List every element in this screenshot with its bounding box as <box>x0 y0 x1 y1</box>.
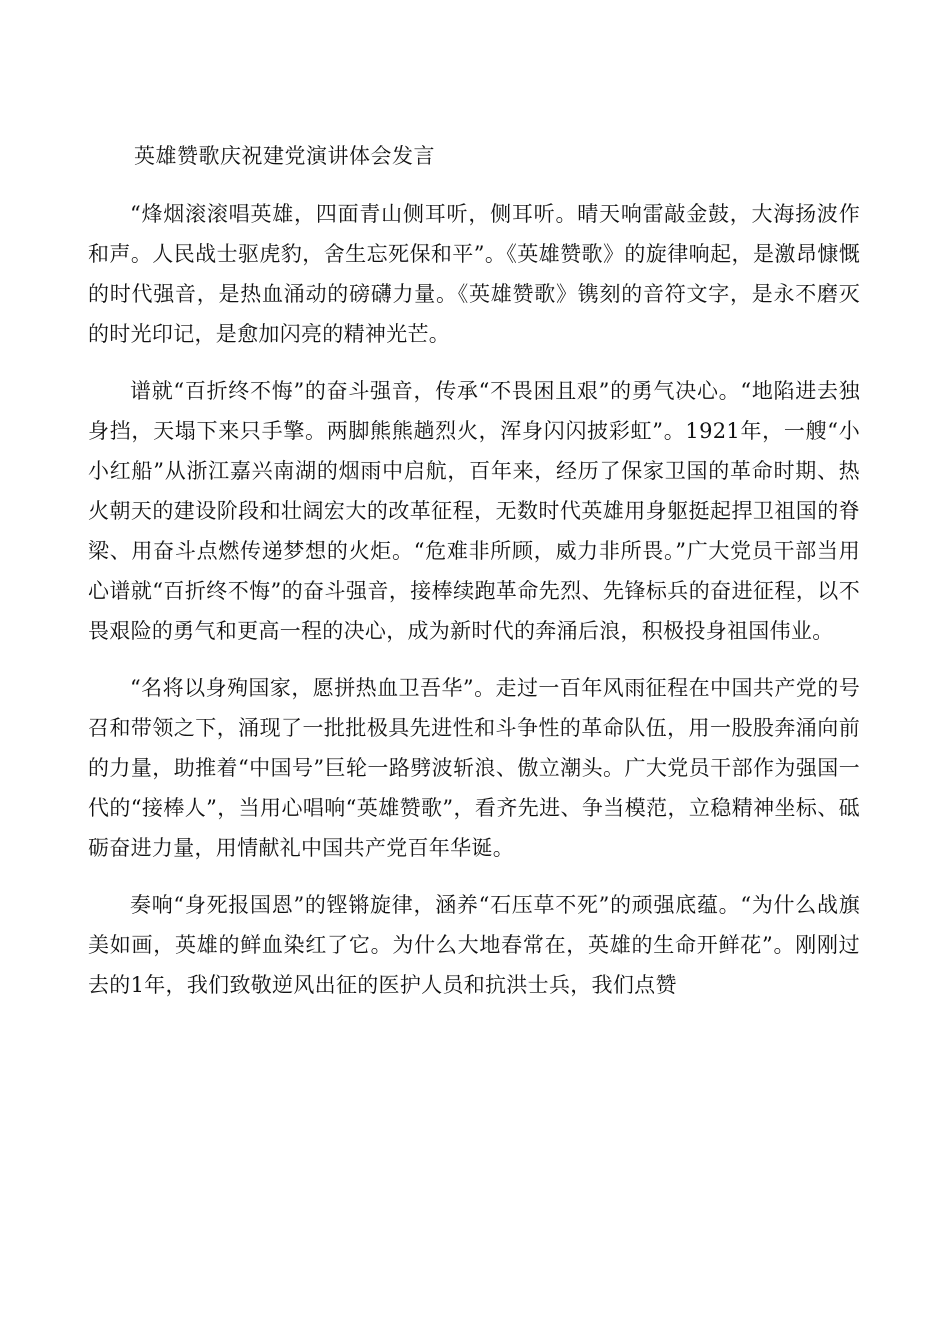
paragraph-4: 奏响“身死报国恩”的铿锵旋律，涵养“石压草不死”的顽强底蕴。“为什么战旗美如画，英雄的鲜血染红了它。为什么大地春常在，英雄的生命开鲜花”。刚刚过去的1年，我们致敬逆风出征的医护人员和抗洪士兵，我们点赞 <box>88 893 860 997</box>
paragraph-3: “名将以身殉国家，愿拼热血卫吾华”。走过一百年风雨征程在中国共产党的号召和带领之下，涌现了一批批极具先进性和斗争性的革命队伍，用一股股奔涌向前的力量，助推着“中国号”巨轮一路劈波斩浪、傲立潮头。广大党员干部作为强国一代的“接棒人”，当用心唱响“英雄赞歌”，看齐先进、争当模范，立稳精神坐标、砥砺奋进力量，用情献礼中国共产党百年华诞。 <box>88 676 860 860</box>
document-title: 英雄赞歌庆祝建党演讲体会发言 <box>134 144 435 168</box>
paragraph-2: 谱就“百折终不悔”的奋斗强音，传承“不畏困且艰”的勇气决心。“地陷进去独身挡，天塌下来只手擎。两脚熊熊趟烈火，浑身闪闪披彩虹”。1921年，一艘“小小红船”从浙江嘉兴南湖的烟雨中启航，百年来，经历了保家卫国的革命时期、热火朝天的建设阶段和壮阔宏大的改革征程，无数时代英雄用身躯挺起捍卫祖国的脊梁、用奋斗点燃传递梦想的火炬。“危难非所顾，威力非所畏。”广大党员干部当用心谱就“百折终不悔”的奋斗强音，接棒续跑革命先烈、先锋标兵的奋进征程，以不畏艰险的勇气和更高一程的决心，成为新时代的奔涌后浪，积极投身祖国伟业。 <box>88 379 860 643</box>
document-page <box>88 138 860 1022</box>
paragraph-1: “烽烟滚滚唱英雄，四面青山侧耳听，侧耳听。晴天响雷敲金鼓，大海扬波作和声。人民战士驱虎豹，舍生忘死保和平”。《英雄赞歌》的旋律响起，是激昂慷慨的时代强音，是热血涌动的磅礴力量。《英雄赞歌》镌刻的音符文字，是永不磨灭的时光印记，是愈加闪亮的精神光芒。 <box>88 202 860 346</box>
